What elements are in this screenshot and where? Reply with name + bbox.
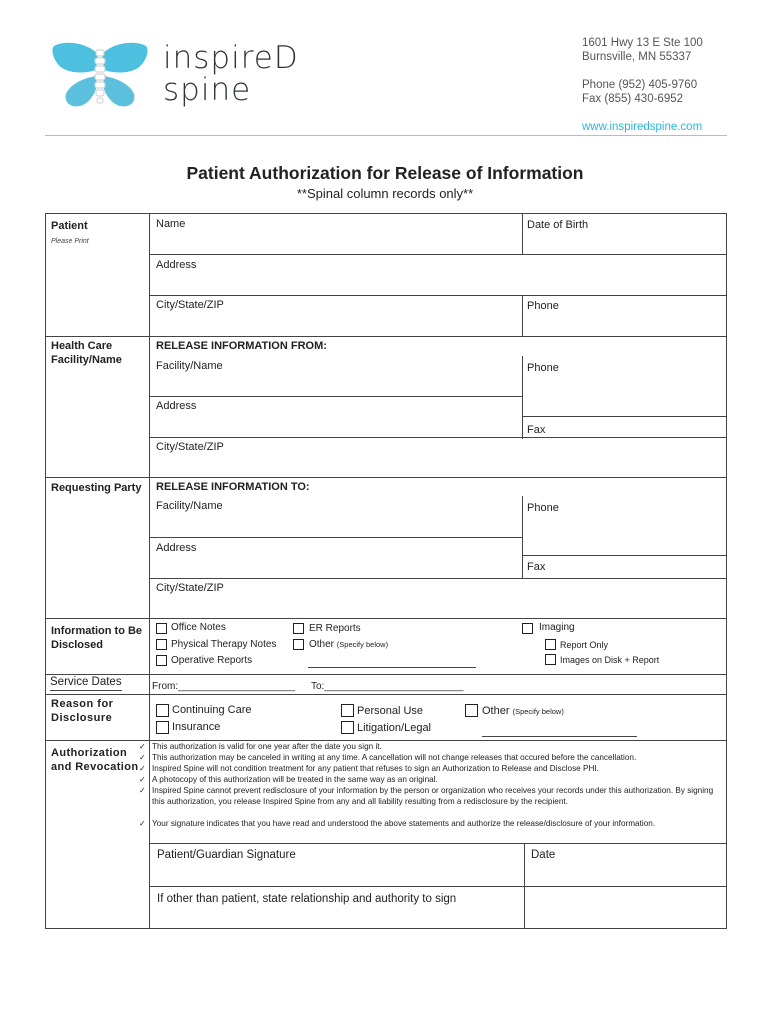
- requesting-section-label: Requesting Party: [51, 482, 142, 494]
- bullet-text: This authorization is valid for one year after the date you sign it.: [152, 742, 382, 751]
- authorization-bullet: [139, 764, 722, 775]
- other-reason-line[interactable]: [482, 736, 637, 737]
- signature-field[interactable]: Patient/Guardian Signature: [157, 849, 296, 861]
- continuing-care-label: Continuing Care: [172, 704, 252, 716]
- facility-name-field[interactable]: Facility/Name: [156, 360, 223, 372]
- date-field[interactable]: Date: [531, 849, 556, 861]
- bullet-text: A photocopy of this authorization will be treated in the same way as an original.: [152, 775, 438, 784]
- patient-phone-field[interactable]: Phone: [527, 300, 559, 312]
- er-reports-label: ER Reports: [309, 623, 361, 634]
- page-subtitle: **Spinal column records only**: [296, 186, 474, 201]
- insurance-checkbox[interactable]: [156, 721, 169, 734]
- website-link[interactable]: www.inspiredspine.com: [582, 121, 703, 133]
- authorization-bullet: [139, 753, 722, 764]
- requesting-name-field[interactable]: Facility/Name: [156, 500, 223, 512]
- page-title: Patient Authorization for Release of Information: [186, 163, 584, 183]
- authorization-bullet: [139, 786, 722, 808]
- other-info-line[interactable]: [308, 667, 476, 668]
- patient-address-field[interactable]: Address: [156, 259, 197, 271]
- personal-use-label: Personal Use: [357, 705, 424, 717]
- office-notes-checkbox[interactable]: [156, 623, 167, 634]
- butterfly-spine-icon: [50, 40, 150, 112]
- physical-therapy-checkbox[interactable]: [156, 639, 167, 650]
- reason-section-label: Reason for Disclosure: [51, 698, 114, 724]
- other-info-specify: (Specify below): [336, 640, 389, 649]
- patient-section-label: Patient: [51, 220, 88, 232]
- phone-number: Phone (952) 405-9760: [582, 79, 698, 91]
- authorization-section-label: Authorization and Revocation: [51, 747, 139, 773]
- please-print-note: Please Print: [51, 238, 89, 245]
- imaging-label: Imaging: [539, 622, 575, 633]
- authorization-bullet: [139, 742, 722, 753]
- requesting-phone-field[interactable]: Phone: [527, 502, 559, 514]
- operative-reports-checkbox[interactable]: [156, 655, 167, 666]
- patient-dob-field[interactable]: Date of Birth: [527, 219, 589, 231]
- address-line1: 1601 Hwy 13 E Ste 100: [582, 37, 703, 49]
- bullet-text: Inspired Spine cannot prevent redisclosure of your information by the person or organization who receives your records under this authorization. By signing this authorization, you release Inspired Spine from any and all liability resulting from a redisclosure by the recipient.: [152, 786, 714, 806]
- facility-phone-field[interactable]: Phone: [527, 362, 559, 374]
- other-info-text: Other: [309, 639, 335, 650]
- personal-use-checkbox[interactable]: [341, 704, 354, 717]
- facility-section-label: Health Care Facility/Name: [51, 340, 122, 366]
- patient-name-field[interactable]: Name: [156, 218, 186, 230]
- service-from-field[interactable]: From:_____________________: [152, 681, 295, 692]
- logo: [50, 40, 150, 112]
- patient-city-field[interactable]: City/State/ZIP: [156, 299, 224, 311]
- litigation-label: Litigation/Legal: [357, 722, 432, 734]
- check-icon: ✓: [139, 819, 146, 828]
- continuing-care-checkbox[interactable]: [156, 704, 169, 717]
- other-reason-checkbox[interactable]: [465, 704, 478, 717]
- disclosed-section-label: Information to Be Disclosed: [51, 625, 143, 651]
- other-reason-specify: (Specify below): [512, 707, 564, 716]
- report-only-checkbox[interactable]: [545, 639, 556, 650]
- facility-address-field[interactable]: Address: [156, 400, 197, 412]
- other-info-label: [309, 639, 388, 650]
- bullet-text: This authorization may be canceled in writing at any time. A cancellation will not change releases that occured before the cancellation.: [152, 753, 637, 762]
- requesting-address-field[interactable]: Address: [156, 542, 197, 554]
- check-icon: ✓: [139, 786, 146, 795]
- report-only-label: Report Only: [560, 640, 609, 650]
- images-disk-checkbox[interactable]: [545, 654, 556, 665]
- facility-city-field[interactable]: City/State/ZIP: [156, 441, 224, 453]
- check-icon: ✓: [139, 742, 146, 751]
- header-divider: [45, 135, 727, 136]
- relationship-field[interactable]: If other than patient, state relationship and authority to sign: [157, 893, 457, 905]
- authorization-bullet: [139, 775, 722, 786]
- bullet-text: Your signature indicates that you have read and understood the above statements and authorize the release/disclosure of your information.: [152, 819, 656, 828]
- label-column-divider: [149, 213, 150, 929]
- office-notes-label: Office Notes: [171, 622, 226, 633]
- address-line2: Burnsville, MN 55337: [582, 51, 692, 63]
- litigation-checkbox[interactable]: [341, 721, 354, 734]
- check-icon: ✓: [139, 753, 146, 762]
- release-from-heading: RELEASE INFORMATION FROM:: [156, 340, 327, 352]
- other-info-checkbox[interactable]: [293, 639, 304, 650]
- images-disk-label: Images on Disk + Report: [560, 655, 660, 665]
- facility-fax-field[interactable]: Fax: [527, 424, 546, 436]
- imaging-checkbox[interactable]: [522, 623, 533, 634]
- insurance-label: Insurance: [172, 721, 221, 733]
- check-icon: ✓: [139, 764, 146, 773]
- operative-reports-label: Operative Reports: [171, 655, 253, 666]
- logo-line2: spine: [163, 72, 252, 108]
- logo-wordmark: [163, 42, 299, 106]
- requesting-city-field[interactable]: City/State/ZIP: [156, 582, 224, 594]
- logo-line1: inspireD: [163, 40, 299, 76]
- service-dates-label: Service Dates: [50, 676, 122, 688]
- other-reason-label: [482, 705, 564, 717]
- check-icon: ✓: [139, 775, 146, 784]
- release-to-heading: RELEASE INFORMATION TO:: [156, 481, 310, 493]
- requesting-fax-field[interactable]: Fax: [527, 561, 546, 573]
- authorization-bullet: [139, 819, 722, 830]
- bullet-text: Inspired Spine will not condition treatment for any patient that refuses to sign an Authorization to Release and Disclose PHI.: [152, 764, 599, 773]
- service-to-field[interactable]: To:_________________________: [311, 681, 464, 692]
- other-reason-text: Other: [482, 705, 510, 717]
- fax-number: Fax (855) 430-6952: [582, 93, 684, 105]
- physical-therapy-label: Physical Therapy Notes: [171, 639, 277, 650]
- er-reports-checkbox[interactable]: [293, 623, 304, 634]
